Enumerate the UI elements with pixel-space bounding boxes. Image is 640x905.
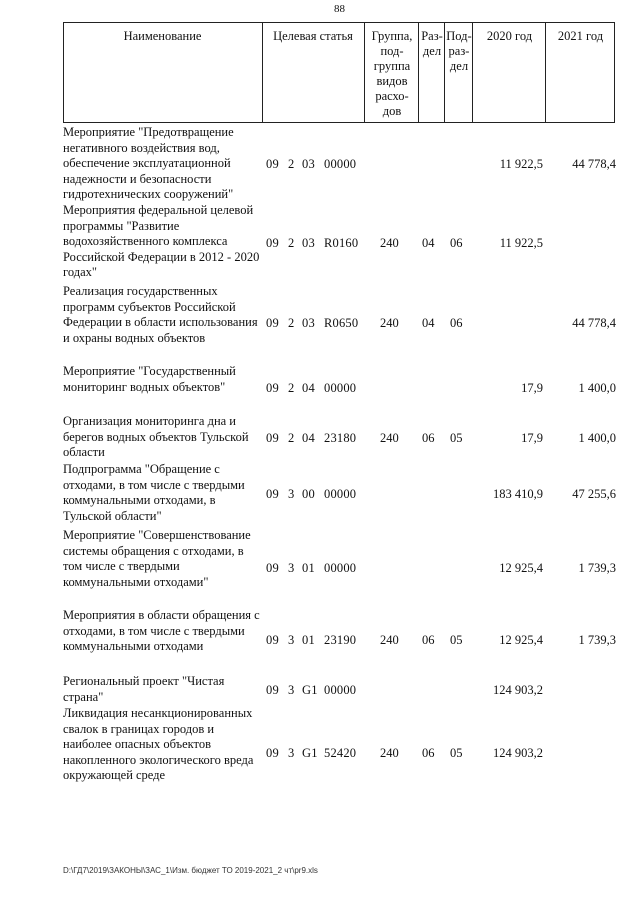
row-podrazdel: 05 xyxy=(450,431,463,445)
row-name: Мероприятия федеральной целевой программы "Развитие водохозяйственного комплекса Российской Федерации в 2012 - 2020 годах" xyxy=(63,203,260,279)
row-target-code: 09 3 01 23190 xyxy=(266,633,357,647)
row-2021: 44 778,4 xyxy=(572,157,616,171)
row-2020: 12 925,4 xyxy=(499,633,543,647)
row-name: Ликвидация несанкционированных свалок в границах городов и наиболее опасных объектов накопленного экологического вреда окружающей среде xyxy=(63,706,254,782)
row-2021: 1 739,3 xyxy=(578,633,616,647)
header-name: Наименование xyxy=(123,29,202,43)
row-group: 240 xyxy=(380,633,399,647)
row-razdel: 06 xyxy=(422,746,435,760)
row-podrazdel: 06 xyxy=(450,236,463,250)
table-header xyxy=(63,22,615,123)
header-target: Целевая статья xyxy=(273,29,353,43)
row-name: Подпрограмма "Обращение с отходами, в том числе с твердыми коммунальными отходами, в Тульской области" xyxy=(63,462,245,523)
row-razdel: 04 xyxy=(422,236,435,250)
row-2021: 1 400,0 xyxy=(578,431,616,445)
row-target-code: 09 2 03 R0160 xyxy=(266,236,359,250)
row-2020: 17,9 xyxy=(521,381,543,395)
row-target-code: 09 2 03 00000 xyxy=(266,157,357,171)
row-target-code: 09 3 G1 52420 xyxy=(266,746,357,760)
row-2020: 124 903,2 xyxy=(493,683,543,697)
row-razdel: 06 xyxy=(422,633,435,647)
file-path-footer: D:\ГД7\2019\ЗАКОНЫ\ЗАС_1\Изм. бюджет ТО 2019-2021_2 чт\pr9.xls xyxy=(63,866,318,875)
header-2021: 2021 год xyxy=(557,29,604,43)
row-2021: 1 400,0 xyxy=(578,381,616,395)
row-razdel: 06 xyxy=(422,431,435,445)
row-2020: 17,9 xyxy=(521,431,543,445)
row-name: Реализация государственных программ субъектов Российской Федерации в области использования и охраны водных объектов xyxy=(63,284,258,345)
row-2020: 124 903,2 xyxy=(493,746,543,760)
row-name: Мероприятие "Государственный мониторинг водных объектов" xyxy=(63,364,236,394)
row-name: Организация мониторинга дна и берегов водных объектов Тульской области xyxy=(63,414,249,459)
row-name: Мероприятие "Совершенствование системы обращения с отходами, в том числе с твердыми коммунальными отходами" xyxy=(63,528,251,589)
row-podrazdel: 05 xyxy=(450,746,463,760)
row-podrazdel: 06 xyxy=(450,316,463,330)
header-podrazdel: Под- раз- дел xyxy=(446,29,472,73)
row-target-code: 09 3 01 00000 xyxy=(266,561,357,575)
row-target-code: 09 3 00 00000 xyxy=(266,487,357,501)
row-target-code: 09 2 04 00000 xyxy=(266,381,357,395)
row-group: 240 xyxy=(380,746,399,760)
header-group: Группа, под- группа видов расхо- дов xyxy=(371,29,413,118)
header-2020: 2020 год xyxy=(486,29,533,43)
row-2020: 12 925,4 xyxy=(499,561,543,575)
row-target-code: 09 2 03 R0650 xyxy=(266,316,359,330)
row-group: 240 xyxy=(380,316,399,330)
header-razdel: Раз- дел xyxy=(421,29,443,58)
row-2020: 11 922,5 xyxy=(499,236,543,250)
row-target-code: 09 3 G1 00000 xyxy=(266,683,357,697)
row-name: Мероприятия в области обращения с отходами, в том числе с твердыми коммунальными отходами xyxy=(63,608,260,653)
row-2020: 183 410,9 xyxy=(493,487,543,501)
row-target-code: 09 2 04 23180 xyxy=(266,431,357,445)
row-group: 240 xyxy=(380,431,399,445)
row-name: Региональный проект "Чистая страна" xyxy=(63,674,225,704)
row-group: 240 xyxy=(380,236,399,250)
row-2021: 1 739,3 xyxy=(578,561,616,575)
page-number: 88 xyxy=(334,3,345,15)
row-2020: 11 922,5 xyxy=(499,157,543,171)
row-razdel: 04 xyxy=(422,316,435,330)
row-2021: 47 255,6 xyxy=(572,487,616,501)
row-name: Мероприятие "Предотвращение негативного воздействия вод, обеспечение эксплуатационной надежности и безопасности гидротехнических сооружений" xyxy=(63,125,234,201)
row-podrazdel: 05 xyxy=(450,633,463,647)
row-2021: 44 778,4 xyxy=(572,316,616,330)
